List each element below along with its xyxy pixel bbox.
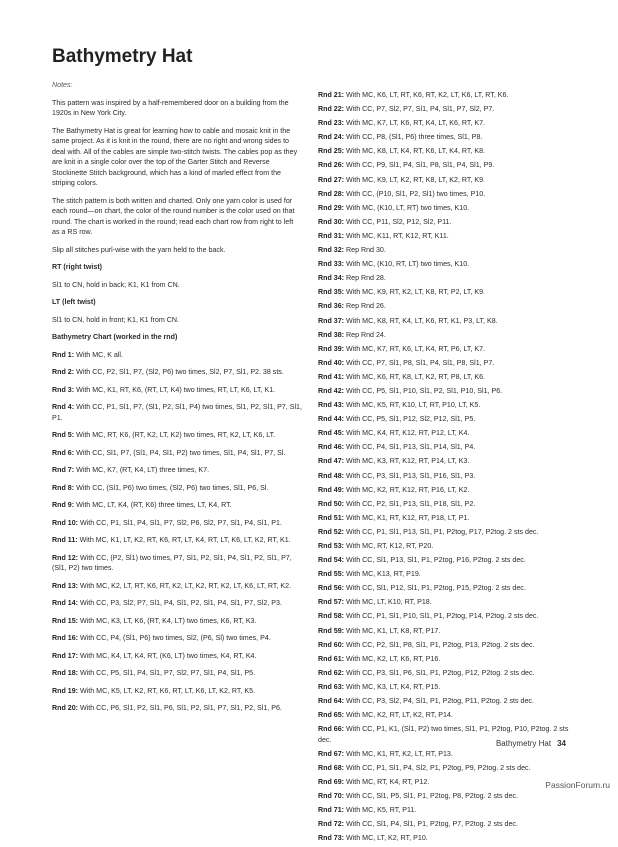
round-instruction	[318, 428, 570, 439]
round-instruction	[318, 499, 570, 510]
round-instruction	[52, 367, 302, 378]
notes-paragraph: The Bathymetry Hat is great for learning how to cable and mosaic knit in the same project. As it is knit in the round, there are no right and wrong sides to deal with. All of the cables are simple two-stitch twists. The cables pop as they are knit in a single color over the top of the Garter Stitch and Reverse Stockinette Stitch background, which has a kind of marled effect from the striping colors.	[52, 126, 298, 187]
round-label: Rnd 8:	[52, 483, 75, 492]
round-label: Rnd 70:	[318, 792, 345, 801]
round-label: Rnd 63:	[318, 682, 345, 691]
rounds-list-right	[318, 90, 570, 844]
round-text: With CC, (Sl1, P6) two times, (Sl2, P6) two times, Sl1, P6, Sl.	[76, 483, 269, 492]
round-instruction	[52, 385, 302, 396]
page-footer	[496, 739, 566, 748]
round-text: With MC, K9, LT, K2, RT, K8, LT, K2, RT, K9.	[346, 175, 486, 184]
round-instruction	[318, 344, 570, 355]
round-text: With CC, P8, (Sl1, P6) three times, Sl1, P8.	[346, 133, 483, 142]
round-label: Rnd 21:	[318, 91, 345, 99]
round-instruction	[318, 132, 570, 143]
round-label: Rnd 44:	[318, 415, 345, 424]
round-instruction	[318, 160, 570, 171]
round-instruction	[318, 749, 570, 760]
round-text: With CC, P9, Sl1, P4, Sl1, P8, Sl1, P4, Sl1, P9.	[346, 161, 495, 170]
round-text: With MC, K1, RT, K6, (RT, LT, K4) two times, RT, LT, K6, LT, K1.	[76, 385, 276, 394]
round-label: Rnd 42:	[318, 386, 345, 395]
round-label: Rnd 72:	[318, 820, 345, 829]
round-label: Rnd 2:	[52, 368, 75, 376]
round-instruction	[318, 400, 570, 411]
rt-heading: RT (right twist)	[52, 263, 103, 271]
round-text: With MC, K6, LT, RT, K6, RT, K2, LT, K6, LT, RT, K6.	[346, 91, 509, 99]
round-text: With CC, Sl1, P5, Sl1, P1, P2tog, P8, P2tog. 2 sts dec.	[346, 792, 518, 801]
round-text: With MC, LT, K10, RT, P18.	[346, 598, 432, 607]
round-label: Rnd 6:	[52, 448, 75, 457]
page-number: 34	[557, 739, 566, 748]
round-label: Rnd 4:	[52, 403, 75, 411]
round-text: With MC, K2, LT, K6, RT, P16.	[346, 654, 441, 663]
round-instruction	[318, 189, 570, 200]
round-text: With MC, K5, RT, P11.	[346, 806, 417, 815]
round-label: Rnd 50:	[318, 499, 345, 508]
round-instruction	[318, 456, 570, 467]
notes-paragraph: Slip all stitches purl-wise with the yarn held to the back.	[52, 245, 226, 254]
round-instruction	[318, 245, 570, 256]
round-instruction	[318, 626, 570, 637]
round-instruction	[52, 553, 302, 574]
round-text: With MC, K1, RT, K12, RT, P18, LT, P1.	[346, 513, 470, 522]
round-instruction	[318, 287, 570, 298]
round-label: Rnd 29:	[318, 203, 345, 212]
round-text: With MC, K9, RT, K2, LT, K8, RT, P2, LT, K9.	[346, 288, 486, 297]
round-label: Rnd 19:	[52, 686, 79, 695]
round-text: With MC, K2, LT, RT, K6, RT, K2, LT, K2, RT, K2, LT, K6, LT, RT, K2.	[80, 581, 292, 590]
round-instruction	[52, 465, 302, 476]
page-title: Bathymetry Hat	[52, 46, 193, 67]
round-text: With CC, P1, Sl1, P4, Sl2, P1, P2tog, P9, P2tog. 2 sts dec.	[346, 763, 531, 772]
round-text: With MC, K4, LT, K4, RT, (K6, LT) two times, K4, RT, K4.	[80, 651, 257, 660]
round-instruction	[318, 273, 570, 284]
round-label: Rnd 36:	[318, 302, 345, 311]
round-text: With MC, K11, RT, K12, RT, K11.	[346, 231, 449, 240]
round-label: Rnd 10:	[52, 518, 79, 527]
round-text: With CC, Sl1, P7, (Sl1, P4, Sl1, P2) two times, Sl1, P4, Sl1, P7, Sl.	[76, 448, 286, 457]
left-column	[52, 80, 302, 721]
round-text: With MC, K1, LT, K8, RT, P17.	[346, 626, 441, 635]
round-label: Rnd 32:	[318, 246, 345, 255]
round-instruction	[318, 513, 570, 524]
round-label: Rnd 27:	[318, 175, 345, 184]
round-instruction	[52, 668, 302, 679]
round-text: With CC, P1, Sl1, P7, (Sl1, P2, Sl1, P4) two times, Sl1, P2, Sl1, P7, Sl1, P1.	[52, 403, 302, 422]
round-text: With MC, RT, K4, RT, P12.	[346, 778, 430, 786]
round-text: With MC, K2, RT, LT, K2, RT, P14.	[346, 711, 453, 720]
notes-paragraph: The stitch pattern is both written and charted. Only one yarn color is used for each round—on chart, the color of the round number is the color used on that round. The chart is worked in the round; read each chart row from right to left as a RS row.	[52, 196, 295, 236]
round-text: With CC, (P10, Sl1, P2, Sl1) two times, P10.	[346, 189, 486, 198]
round-text: With CC, P3, Sl2, P4, Sl1, P1, P2tog, P11, P2tog. 2 sts dec.	[346, 697, 534, 706]
round-label: Rnd 55:	[318, 570, 345, 579]
round-instruction	[318, 696, 570, 707]
round-label: Rnd 68:	[318, 763, 345, 772]
round-text: With MC, K6, RT, K8, LT, K2, RT, P8, LT, K6.	[346, 372, 486, 381]
round-label: Rnd 67:	[318, 749, 345, 758]
round-text: With CC, P5, Sl1, P12, Sl2, P12, Sl1, P5.	[346, 415, 476, 424]
round-text: With CC, P7, Sl1, P8, Sl1, P4, Sl1, P8, Sl1, P7.	[346, 358, 495, 367]
round-text: With CC, P4, (Sl1, P6) two times, Sl2, (P6, Sl) two times, P4.	[80, 634, 271, 642]
round-label: Rnd 28:	[318, 189, 345, 198]
round-instruction	[318, 791, 570, 802]
round-instruction	[318, 640, 570, 651]
round-label: Rnd 7:	[52, 466, 75, 474]
round-text: With CC, P3, Sl2, P7, Sl1, P4, Sl1, P2, Sl1, P4, Sl1, P7, Sl2, P3.	[80, 599, 282, 607]
round-text: With CC, P2, Sl1, P7, (Sl2, P6) two times, Sl2, P7, Sl1, P2. 38 sts.	[76, 368, 284, 376]
round-instruction	[52, 448, 302, 459]
round-instruction	[52, 500, 302, 511]
round-instruction	[318, 386, 570, 397]
round-label: Rnd 17:	[52, 651, 79, 660]
round-label: Rnd 16:	[52, 634, 79, 642]
round-text: With MC, (K10, RT, LT) two times, K10.	[346, 260, 470, 269]
round-label: Rnd 61:	[318, 654, 345, 663]
round-label: Rnd 47:	[318, 457, 345, 466]
round-instruction	[318, 217, 570, 228]
round-instruction	[52, 616, 302, 627]
right-column	[318, 90, 570, 847]
round-label: Rnd 22:	[318, 105, 345, 114]
watermark: PassionForum.ru	[545, 780, 610, 790]
round-text: Rep Rnd 28.	[346, 274, 386, 283]
round-label: Rnd 41:	[318, 372, 345, 381]
round-text: With CC, Sl1, P13, Sl1, P1, P2tog, P16, P2tog. 2 sts dec.	[346, 556, 526, 565]
round-label: Rnd 65:	[318, 711, 345, 720]
round-text: With CC, Sl1, P12, Sl1, P1, P2tog, P15, P2tog. 2 sts dec.	[346, 584, 526, 593]
round-instruction	[318, 259, 570, 270]
footer-title: Bathymetry Hat	[495, 739, 552, 748]
round-text: With CC, P1, K1, (Sl1, P2) two times, Sl1, P1, P2tog, P10, P2tog. 2 sts dec.	[318, 725, 569, 744]
round-label: Rnd 58:	[318, 612, 345, 621]
round-instruction	[318, 372, 570, 383]
round-text: With MC, RT, K6, (RT, K2, LT, K2) two times, RT, K2, LT, K6, LT.	[76, 431, 276, 439]
round-instruction	[318, 231, 570, 242]
round-label: Rnd 40:	[318, 358, 345, 367]
round-text: With MC, K7, RT, K6, LT, K4, RT, P6, LT, K7.	[346, 344, 486, 353]
round-instruction	[52, 581, 302, 592]
round-instruction	[52, 518, 302, 529]
round-text: With CC, P5, Sl1, P4, Sl1, P7, Sl2, P7, Sl1, P4, Sl1, P5.	[80, 669, 256, 677]
round-label: Rnd 52:	[318, 527, 345, 536]
round-text: With MC, K2, RT, K12, RT, P16, LT, K2.	[346, 485, 470, 494]
round-instruction	[318, 555, 570, 566]
round-label: Rnd 57:	[318, 598, 345, 607]
round-text: With MC, K7, (RT, K4, LT) three times, K7.	[76, 466, 210, 474]
round-text: With MC, K3, RT, K12, RT, P14, LT, K3.	[346, 457, 470, 466]
round-label: Rnd 26:	[318, 161, 345, 170]
round-instruction	[318, 805, 570, 816]
round-text: With CC, Sl1, P4, Sl1, P1, P2tog, P7, P2tog. 2 sts dec.	[346, 820, 518, 829]
round-label: Rnd 49:	[318, 485, 345, 494]
notes-paragraph: This pattern was inspired by a half-remembered door on a building from the 1920s in New York City.	[52, 98, 289, 117]
round-label: Rnd 45:	[318, 429, 345, 438]
round-text: With MC, K13, RT, P19.	[346, 570, 421, 579]
round-instruction	[52, 402, 302, 423]
round-text: With MC, K5, RT, K10, LT, RT, P10, LT, K5.	[346, 401, 481, 410]
lt-text: Sl1 to CN, hold in front; K1, K1 from CN.	[52, 315, 179, 324]
round-instruction	[318, 710, 570, 721]
round-label: Rnd 20:	[52, 704, 79, 712]
round-text: With MC, K5, LT, K2, RT, K6, RT, LT, K6, LT, K2, RT, K5.	[80, 686, 256, 695]
round-label: Rnd 5:	[52, 431, 75, 439]
round-instruction	[52, 535, 302, 546]
round-text: With CC, P2, Sl1, P13, Sl1, P18, Sl1, P2.	[346, 499, 476, 508]
round-label: Rnd 38:	[318, 330, 345, 339]
round-text: With CC, P4, Sl1, P13, Sl1, P14, Sl1, P4.	[346, 443, 476, 452]
round-text: With MC, K all.	[76, 350, 123, 359]
round-instruction	[52, 430, 302, 441]
round-instruction	[52, 651, 302, 662]
round-instruction	[318, 597, 570, 608]
round-label: Rnd 30:	[318, 217, 345, 226]
round-instruction	[318, 175, 570, 186]
round-text: With CC, (P2, Sl1) two times, P7, Sl1, P2, Sl1, P4, Sl1, P2, Sl1, P7, (Sl1, P2) two times.	[52, 553, 292, 572]
round-label: Rnd 1:	[52, 350, 75, 359]
round-label: Rnd 34:	[318, 274, 345, 283]
round-text: With CC, P7, Sl2, P7, Sl1, P4, Sl1, P7, Sl2, P7.	[346, 105, 495, 114]
round-label: Rnd 43:	[318, 401, 345, 410]
rt-text: Sl1 to CN, hold in back; K1, K1 from CN.	[52, 280, 180, 289]
round-text: With CC, P1, Sl1, P4, Sl1, P7, Sl2, P6, Sl2, P7, Sl1, P4, Sl1, P1.	[80, 518, 282, 527]
round-instruction	[318, 569, 570, 580]
round-instruction	[318, 203, 570, 214]
round-label: Rnd 71:	[318, 806, 345, 815]
round-label: Rnd 3:	[52, 385, 75, 394]
round-text: With CC, P3, Sl1, P6, Sl1, P1, P2tog, P12, P2tog. 2 sts dec.	[346, 668, 535, 677]
round-label: Rnd 59:	[318, 626, 345, 635]
lt-heading: LT (left twist)	[52, 298, 96, 306]
round-text: With MC, K8, LT, K4, RT, K6, LT, K4, RT, K8.	[346, 147, 486, 156]
round-instruction	[318, 833, 570, 844]
round-instruction	[318, 471, 570, 482]
round-instruction	[318, 682, 570, 693]
round-instruction	[318, 358, 570, 369]
round-instruction	[318, 330, 570, 341]
round-instruction	[318, 819, 570, 830]
round-label: Rnd 56:	[318, 584, 345, 593]
notes-label: Notes:	[52, 81, 73, 89]
round-instruction	[318, 527, 570, 538]
round-instruction	[52, 703, 302, 714]
round-text: With CC, P1, Sl1, P10, Sl1, P1, P2tog, P14, P2tog. 2 sts dec.	[346, 612, 539, 621]
round-label: Rnd 23:	[318, 119, 345, 128]
round-label: Rnd 11:	[52, 536, 78, 544]
round-instruction	[318, 611, 570, 622]
round-label: Rnd 37:	[318, 316, 345, 325]
round-label: Rnd 73:	[318, 834, 345, 843]
round-text: Rep Rnd 26.	[346, 302, 386, 311]
round-instruction	[52, 633, 302, 644]
round-text: With MC, K7, LT, K6, RT, K4, LT, K6, RT, K7.	[346, 119, 486, 128]
round-text: With MC, LT, K4, (RT, K6) three times, LT, K4, RT.	[76, 501, 232, 509]
round-text: Rep Rnd 24.	[346, 330, 386, 339]
round-label: Rnd 35:	[318, 288, 345, 297]
round-instruction	[318, 777, 570, 788]
round-instruction	[52, 483, 302, 494]
round-text: With CC, P2, Sl1, P8, Sl1, P1, P2tog, P13, P2tog. 2 sts dec.	[346, 640, 535, 649]
round-text: Rep Rnd 30.	[346, 246, 386, 255]
round-label: Rnd 64:	[318, 697, 345, 706]
round-instruction	[318, 414, 570, 425]
round-instruction	[318, 763, 570, 774]
round-instruction	[52, 350, 302, 361]
round-label: Rnd 46:	[318, 443, 345, 452]
round-label: Rnd 54:	[318, 556, 345, 565]
round-instruction	[318, 301, 570, 312]
round-instruction	[318, 541, 570, 552]
round-label: Rnd 14:	[52, 599, 79, 607]
round-text: With MC, LT, K2, RT, P10.	[346, 834, 428, 843]
round-text: With CC, P5, Sl1, P10, Sl1, P2, Sl1, P10, Sl1, P6.	[346, 386, 503, 395]
round-instruction	[318, 118, 570, 129]
round-text: With MC, K3, LT, K4, RT, P15.	[346, 682, 441, 691]
round-instruction	[52, 598, 302, 609]
round-label: Rnd 62:	[318, 668, 345, 677]
round-label: Rnd 9:	[52, 501, 75, 509]
round-instruction	[318, 90, 570, 101]
round-label: Rnd 66:	[318, 725, 345, 734]
round-text: With MC, K3, LT, K6, (RT, K4, LT) two times, K6, RT, K3.	[80, 616, 257, 625]
round-label: Rnd 69:	[318, 778, 345, 786]
round-label: Rnd 53:	[318, 542, 345, 550]
round-text: With MC, (K10, LT, RT) two times, K10.	[346, 203, 470, 212]
rounds-list-left	[52, 350, 302, 714]
round-label: Rnd 12:	[52, 553, 79, 562]
round-label: Rnd 60:	[318, 640, 345, 649]
round-text: With CC, P1, Sl1, P13, Sl1, P1, P2tog, P17, P2tog. 2 sts dec.	[346, 527, 539, 536]
round-text: With MC, K8, RT, K4, LT, K6, RT, K1, P3, LT, K8.	[346, 316, 498, 325]
round-instruction	[318, 146, 570, 157]
round-text: With CC, P6, Sl1, P2, Sl1, P6, Sl1, P2, Sl1, P7, Sl1, P2, Sl1, P6.	[80, 704, 282, 712]
round-label: Rnd 25:	[318, 147, 345, 156]
round-text: With MC, K4, RT, K12, RT, P12, LT, K4.	[346, 429, 470, 438]
round-label: Rnd 48:	[318, 471, 345, 480]
round-text: With CC, P11, Sl2, P12, Sl2, P11.	[346, 217, 452, 226]
chart-heading: Bathymetry Chart (worked in the rnd)	[52, 333, 178, 341]
round-text: With CC, P3, Sl1, P13, Sl1, P16, Sl1, P3.	[346, 471, 476, 480]
round-text: With MC, K1, RT, K2, LT, RT, P13.	[346, 749, 453, 758]
round-instruction	[52, 686, 302, 697]
round-instruction	[318, 583, 570, 594]
round-instruction	[318, 104, 570, 115]
round-label: Rnd 18:	[52, 669, 79, 677]
round-instruction	[318, 668, 570, 679]
round-instruction	[318, 442, 570, 453]
round-label: Rnd 13:	[52, 581, 79, 590]
round-instruction	[318, 654, 570, 665]
round-label: Rnd 31:	[318, 231, 345, 240]
round-text: With MC, RT, K12, RT, P20.	[346, 542, 434, 550]
round-instruction	[318, 316, 570, 327]
round-label: Rnd 51:	[318, 513, 345, 522]
round-instruction	[318, 485, 570, 496]
round-label: Rnd 33:	[318, 260, 345, 269]
round-label: Rnd 39:	[318, 344, 345, 353]
round-label: Rnd 15:	[52, 616, 79, 625]
round-text: With MC, K1, LT, K2, RT, K6, RT, LT, K4, RT, LT, K6, LT, K2, RT, K1.	[79, 536, 291, 544]
round-label: Rnd 24:	[318, 133, 345, 142]
